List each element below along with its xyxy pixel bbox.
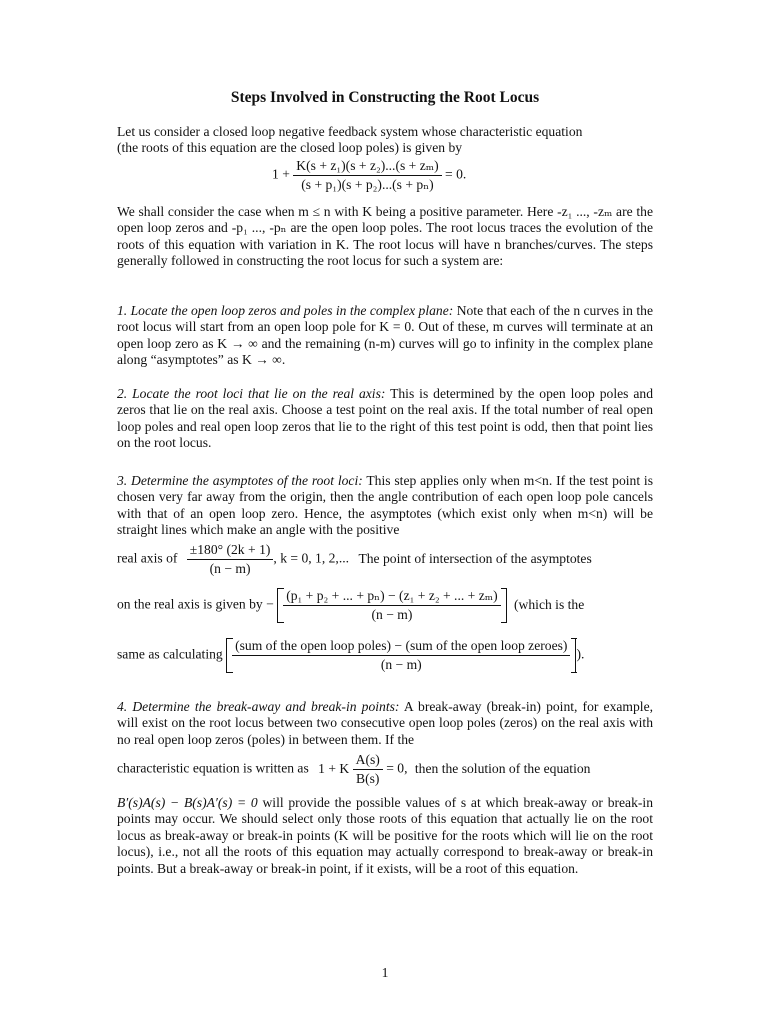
step-3-body: This step applies only when m<n. If the test point is chosen very far away from the origin, then the angle contribution of each open loop pole cancels with that of an open loop zero. Hence, the asymptotes (which exist only when m<n) will be straight lines which make an angle with the positive — [117, 473, 654, 538]
angle-numerator: ±180° (2k + 1) — [187, 542, 274, 560]
characteristic-equation — [272, 158, 466, 193]
intersect-fraction — [283, 588, 500, 623]
intersect-bracket — [277, 588, 506, 623]
page-title: Steps Involved in Constructing the Root Locus — [230, 89, 540, 106]
asymptote-angle-line — [117, 542, 592, 577]
char-eq-fraction — [293, 158, 441, 193]
asymptote-angle-fraction — [187, 542, 274, 577]
angle-after-text: The point of intersection of the asymptotes — [358, 550, 592, 566]
angle-suffix: , k = 0, 1, 2,... — [273, 550, 350, 566]
ce-suffix: then the solution of the equation — [414, 760, 591, 776]
step-4-heading: 4. Determine the break-away and break-in points: — [117, 699, 400, 714]
step-1-body: Note that each of the n curves in the root locus will start from an open loop pole for K = 0. Out of these, m curves will terminate at an open loop zero as K → ∞ and the remaining (n-m) curves will go to infinity in the complex plane along “asymptotes” as K → ∞. — [117, 303, 653, 368]
step-4-body-1: A break-away (break-in) point, for example, will exist on the root locus between two consecutive open loop poles (zeros) on the real axis with no real open loop zeros (poles) in between them. If the — [117, 699, 653, 747]
char-eq-rhs: = 0. — [445, 166, 467, 182]
derivative-equation: B′(s)A(s) − B(s)A′(s) = 0 — [117, 795, 258, 810]
char-eq-numerator: K(s + z₁)(s + z₂)...(s + zₘ) — [293, 158, 441, 176]
intersect-prefix: on the real axis is given by − — [117, 596, 274, 612]
step-2-heading: 2. Locate the root loci that lie on the real axis: — [117, 386, 386, 401]
document-page — [117, 0, 653, 1024]
step-2 — [117, 386, 653, 452]
char-eq-lhs: 1 + — [272, 166, 290, 182]
char-eq-denominator: (s + p₁)(s + p₂)...(s + pₙ) — [301, 177, 434, 192]
intersect-denominator: (n − m) — [371, 607, 413, 622]
same-as-line — [117, 638, 584, 673]
ce-numerator: A(s) — [353, 752, 383, 770]
same-fraction — [232, 638, 570, 673]
intersect-suffix: (which is the — [514, 596, 585, 612]
step-3-heading: 3. Determine the asymptotes of the root loci: — [117, 473, 363, 488]
ce-lhs: 1 + K — [318, 760, 350, 776]
intro-paragraph — [117, 124, 653, 157]
page-number: 1 — [381, 965, 389, 980]
ce-denominator: B(s) — [356, 771, 380, 786]
same-denominator: (n − m) — [380, 657, 422, 672]
same-suffix: ). — [576, 646, 585, 662]
step-1-heading: 1. Locate the open loop zeros and poles in the complex plane: — [117, 303, 454, 318]
step-4-continued — [117, 795, 653, 877]
ce-rhs: = 0, — [386, 760, 408, 776]
ce-fraction — [353, 752, 383, 787]
intro-line-1: Let us consider a closed loop negative feedback system whose characteristic equation — [117, 124, 583, 139]
asymptote-intersection-line — [117, 588, 584, 623]
intro-line-2: (the roots of this equation are the closed loop poles) is given by — [117, 140, 463, 156]
ce-prefix: characteristic equation is written as — [117, 760, 309, 776]
characteristic-form-line — [117, 752, 590, 787]
step-1 — [117, 303, 653, 369]
same-prefix: same as calculating — [117, 646, 223, 662]
step-4-body-2: will provide the possible values of s at which break-away or break-in points may occur. We should select only those roots of this equation that actually lie on the root locus as break-away or break-in points (K will be positive for the roots which will lie on the root locus), i.e., not all the roots of this equation may actually correspond to break-away or break-in points. But a break-away or break-in point, if it exists, will be a root of this equation. — [117, 795, 653, 876]
step-3 — [117, 473, 653, 539]
step-4 — [117, 699, 653, 748]
same-numerator: (sum of the open loop poles) − (sum of the open loop zeroes) — [232, 638, 570, 656]
case-paragraph: We shall consider the case when m ≤ n with K being a positive parameter. Here -z₁ ..., -zₘ are the open loop zeros and -p₁ ..., -pₙ are the open loop poles. The root locus traces the evolution of the roots of this equation with variation in K. The root locus will have n branches/curves. The steps generally followed in constructing the root locus for such a system are: — [117, 204, 653, 269]
same-bracket — [226, 638, 576, 673]
angle-prefix: real axis of — [117, 550, 178, 566]
step-2-body: This is determined by the open loop poles and zeros that lie on the real axis. Choose a test point on the real axis. If the total number of real open loop poles and real open loop zeros that lie to the right of this test point is odd, then that point lies on the root locus. — [117, 386, 654, 451]
intersect-numerator: (p₁ + p₂ + ... + pₙ) − (z₁ + z₂ + ... + zₘ) — [283, 588, 500, 606]
angle-denominator: (n − m) — [209, 561, 251, 576]
